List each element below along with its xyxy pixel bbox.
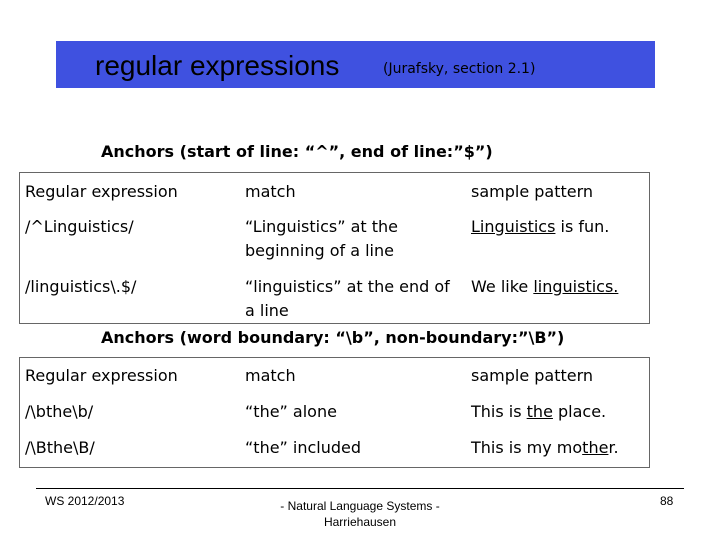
sample-cell — [458, 394, 650, 430]
header-cell: Regular expression — [25, 366, 178, 385]
sample-text: place. — [552, 401, 607, 421]
sample-match: linguistics. — [533, 276, 619, 296]
page-number: 88 — [660, 494, 674, 508]
match-cell: “linguistics” at the end of a line — [245, 276, 450, 320]
sample-match: the — [526, 401, 553, 421]
sample-cell — [458, 211, 650, 271]
footer-course: - Natural Language Systems - Harriehausen — [280, 499, 440, 529]
regex-table-word-boundary — [19, 357, 650, 468]
table-header-row — [20, 173, 650, 211]
regex-cell: /\bthe\b/ — [25, 401, 94, 421]
sample-cell — [458, 430, 650, 468]
regex-cell: /^Linguistics/ — [25, 216, 134, 236]
table-row — [20, 271, 650, 324]
table-row — [20, 430, 650, 468]
sample-match: Linguistics — [471, 216, 556, 236]
header-cell: match — [245, 182, 296, 201]
sample-match: the — [582, 437, 609, 457]
footer-divider — [36, 488, 684, 489]
sample-cell — [458, 271, 650, 324]
sample-text: We like — [471, 276, 534, 296]
header-cell: Regular expression — [25, 182, 178, 201]
match-cell: “the” alone — [245, 401, 337, 421]
sample-text: This is my mo — [471, 437, 583, 457]
regex-table-anchors — [19, 172, 650, 324]
header-cell: sample pattern — [471, 182, 594, 201]
table-row — [20, 211, 650, 271]
match-cell: “Linguistics” at the beginning of a line — [245, 216, 399, 260]
match-cell: “the” included — [245, 437, 362, 457]
section-heading-word-boundary: Anchors (word boundary: “\b”, non-boundary:”\B”) — [101, 328, 565, 347]
sample-text: r. — [608, 437, 619, 457]
header-cell: sample pattern — [471, 366, 594, 385]
sample-text: is fun. — [555, 216, 610, 236]
slide-title: regular expressions — [95, 50, 340, 81]
footer-semester: WS 2012/2013 — [45, 494, 125, 508]
header-cell: match — [245, 366, 296, 385]
regex-cell: /\Bthe\B/ — [25, 437, 95, 457]
table-row — [20, 394, 650, 430]
slide-subtitle: (Jurafsky, section 2.1) — [383, 61, 536, 77]
sample-text: This is — [471, 401, 527, 421]
section-heading-anchors: Anchors (start of line: “^”, end of line:”$”) — [101, 142, 493, 161]
regex-cell: /linguistics\.$/ — [25, 276, 137, 296]
table-header-row — [20, 358, 650, 394]
